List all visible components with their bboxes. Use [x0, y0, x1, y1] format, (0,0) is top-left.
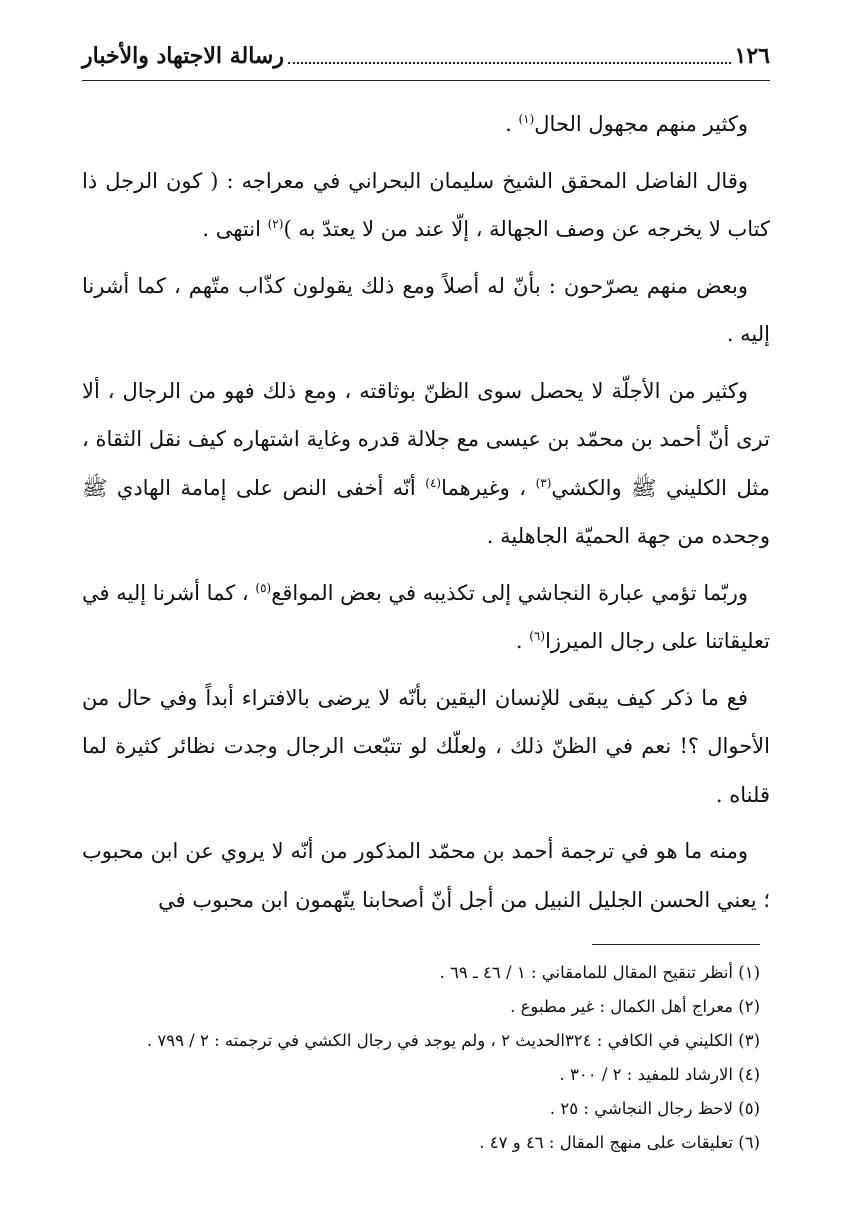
paragraph-text: ، وغيرهما	[441, 475, 536, 500]
header-rule	[82, 80, 770, 81]
paragraph-text: .	[505, 112, 519, 136]
paragraph-text: وقال الفاضل المحقق الشيخ سليمان البحراني في معراجه : ( كون الرجل ذا كتاب لا يخرجه عن وصف الجهالة ، إلّا عند من لا يعتدّ به )	[82, 168, 770, 241]
paragraph-text: ، كما أشرنا إليه في تعليقاتنا على رجال الميرزا	[82, 580, 770, 653]
footnote-marker: (٦)	[529, 629, 546, 643]
paragraph	[82, 100, 770, 149]
paragraph	[82, 262, 770, 359]
paragraph	[82, 367, 770, 561]
running-header	[82, 38, 770, 74]
running-title: رسالة الاجتهاد والأخبار	[82, 43, 284, 69]
footnote-5: (٥) لاحظ رجال النجاشي : ٢٥ .	[549, 1099, 760, 1118]
footnote-2: (٢) معراج أهل الكمال : غير مطبوع .	[510, 997, 760, 1016]
footnote-marker: (٢)	[267, 217, 284, 231]
paragraph-text: وكثير منهم مجهول الحال	[534, 112, 748, 136]
footnote-marker: (٥)	[255, 580, 272, 595]
paragraph-text: أنّه أخفى النص على إمامة الهادي ﷺ وجحده من جهة الحميّة الجاهلية .	[82, 475, 770, 548]
paragraph-text: وكثير من الأجلّة لا يحصل سوى الظنّ بوثاقته ، ومع ذلك فهو من الرجال ، ألا ترى أنّ أحمد بن محمّد بن عيسى مع جلالة قدره وغاية اشتهاره كيف نقل الثقاة ، مثل الكليني ﷺ والكشي	[82, 378, 770, 500]
footnote-4: (٤) الارشاد للمفيد : ٢ / ٣٠٠ .	[559, 1065, 760, 1084]
footnote-6: (٦) تعليقات على منهج المقال : ٤٦ و ٤٧ .	[479, 1133, 760, 1152]
paragraph-text: وربّما تؤمي عبارة النجاشي إلى تكذيبه في بعض المواقع	[271, 580, 748, 605]
footnote-marker: (٤)	[425, 475, 442, 490]
paragraph-text: وبعض منهم يصرّحون : بأنّ له أصلاً ومع ذلك يقولون كذّاب متّهم ، كما أشرنا إليه .	[82, 273, 770, 346]
paragraph-text: انتهى .	[202, 217, 268, 241]
paragraph-text: ومنه ما هو في ترجمة أحمد بن محمّد المذكور من أنّه لا يروي عن ابن محبوب ؛ يعني الحسن الجليل النبيل من أجل أنّ أصحابنا يتّهمون ابن محبوب في	[82, 839, 770, 912]
paragraph	[82, 674, 770, 820]
paragraph	[82, 827, 770, 924]
paragraph	[82, 157, 770, 254]
paragraph-text: فع ما ذكر كيف يبقى للإنسان اليقين بأنّه لا يرضى بالافتراء أبداً وفي حال من الأحوال ؟! نعم في الظنّ ذلك ، ولعلّك لو تتبّعت الرجال وجدت نظائر كثيرة لما قلناه .	[82, 685, 770, 807]
footnote-marker: (١)	[518, 112, 535, 126]
paragraph-text: .	[515, 629, 530, 653]
header-dot-leader	[288, 48, 731, 64]
footnote-marker: (٣)	[535, 475, 552, 490]
footnote-1: (١) أنظر تنقيح المقال للمامقاني : ١ / ٤٦ ـ ٦٩ .	[439, 963, 760, 982]
footnote-separator	[592, 944, 760, 945]
footnotes	[82, 956, 760, 1160]
page-number: ١٢٦	[734, 43, 770, 69]
paragraph	[82, 569, 770, 666]
main-text	[82, 100, 770, 932]
footnote-3: (٣) الكليني في الكافي : ٣٢٤الحديث ٢ ، ولم يوجد في رجال الكشي في ترجمته : ٢ / ٧٩٩ .	[146, 1031, 760, 1050]
